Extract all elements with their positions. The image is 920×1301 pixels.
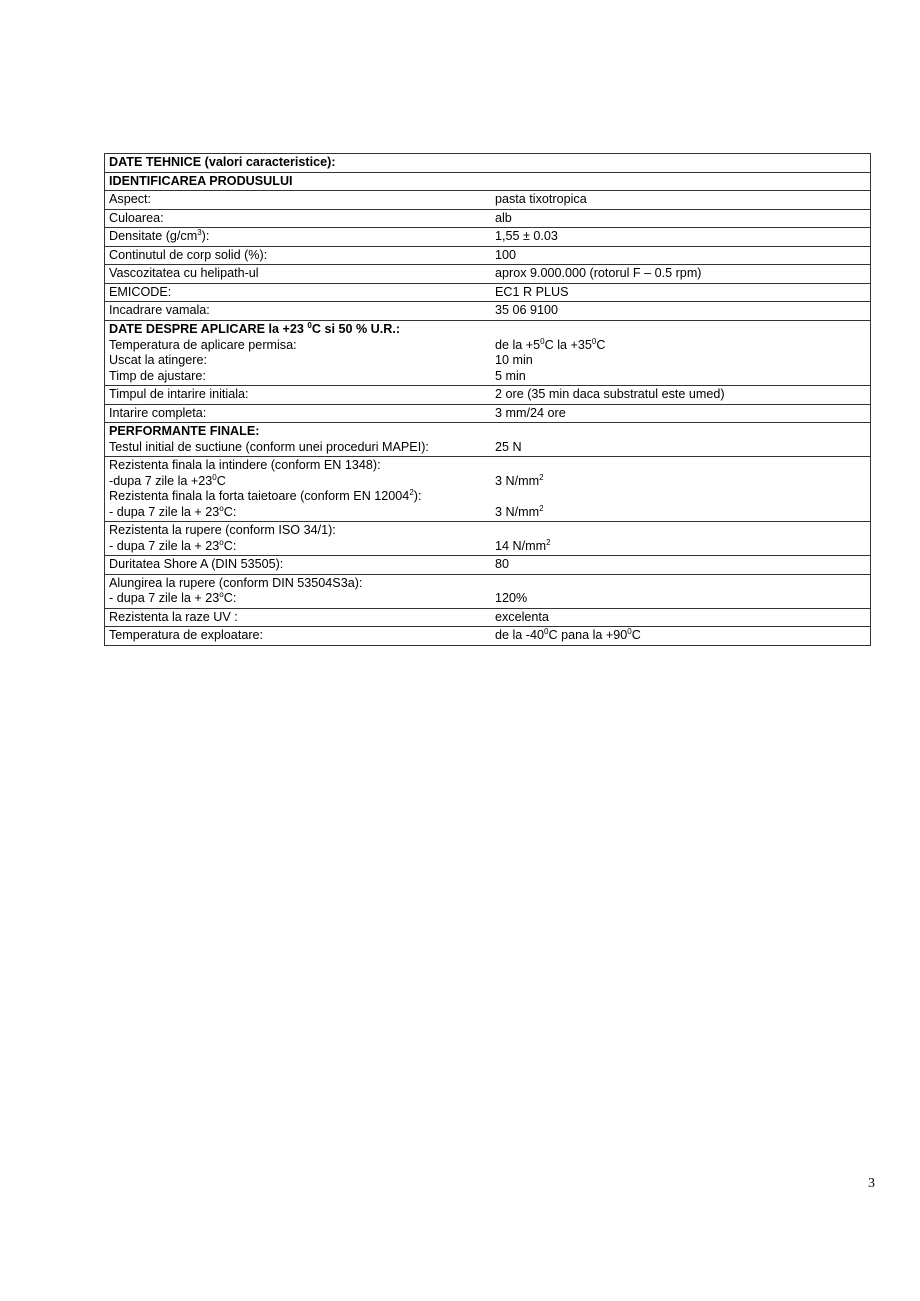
row-label: EMICODE:	[105, 283, 485, 302]
table-row	[105, 608, 871, 627]
label-text: C:	[223, 591, 237, 605]
label-text: Densitate (g/cm	[109, 229, 198, 243]
label-text: C	[216, 473, 226, 488]
table-row	[105, 265, 871, 284]
label-text: - dupa 7 zile la + 23	[109, 591, 220, 605]
performance-heading-row	[105, 423, 871, 457]
performance-values	[484, 423, 871, 457]
row-label	[109, 489, 480, 505]
row-value	[484, 627, 871, 646]
row-value	[495, 474, 866, 490]
superscript: 0	[627, 627, 632, 636]
row-label	[105, 228, 485, 247]
spacer	[495, 424, 866, 440]
section-heading-performance: PERFORMANTE FINALE:	[109, 424, 260, 438]
heading-text: C si 50 % U.R.:	[311, 321, 401, 336]
row-label: Continutul de corp solid (%):	[105, 246, 485, 265]
spacer	[495, 523, 866, 539]
table-row	[105, 228, 871, 247]
row-value: excelenta	[484, 608, 871, 627]
value-text: C	[596, 337, 606, 352]
table-row	[105, 302, 871, 321]
value-text: 14 N/mm	[495, 538, 547, 553]
label-text: ):	[201, 229, 210, 243]
table-row	[105, 191, 871, 210]
table-row	[105, 404, 871, 423]
row-label: Aspect:	[105, 191, 485, 210]
value-text: 3 N/mm	[495, 504, 540, 519]
row-sublabel	[109, 591, 480, 607]
row-value: 80	[484, 556, 871, 575]
label-text: - dupa 7 zile la + 23	[109, 504, 220, 519]
row-label: Incadrare vamala:	[105, 302, 485, 321]
superscript: 2	[539, 503, 544, 513]
label-text: C:	[223, 504, 237, 519]
table-row	[105, 386, 871, 405]
row-value: pasta tixotropica	[484, 191, 871, 210]
value-text: C la +35	[544, 337, 592, 352]
row-value: 35 06 9100	[484, 302, 871, 321]
row-label: Uscat la atingere:	[109, 353, 208, 367]
row-sublabel	[109, 505, 480, 521]
table-row	[105, 627, 871, 646]
value-text: 3 N/mm	[495, 473, 540, 488]
label-text: Rezistenta finala la forta taietoare (conform EN 12004	[109, 489, 410, 503]
section-heading-identification: IDENTIFICAREA PRODUSULUI	[105, 172, 871, 191]
row-value: EC1 R PLUS	[484, 283, 871, 302]
strength-labels	[105, 457, 485, 522]
application-labels	[105, 320, 485, 386]
heading-text: DATE DESPRE APLICARE la +23	[109, 321, 308, 336]
superscript: o	[219, 537, 224, 547]
row-label: Rezistenta la rupere (conform ISO 34/1):	[109, 523, 336, 537]
label-text: -dupa 7 zile la +23	[109, 473, 213, 488]
row-label: Duritatea Shore A (DIN 53505):	[105, 556, 485, 575]
superscript: 0	[540, 336, 545, 346]
spacer	[495, 576, 866, 592]
superscript: 3	[197, 228, 202, 237]
row-value: aprox 9.000.000 (rotorul F – 0.5 rpm)	[484, 265, 871, 284]
superscript: 2	[539, 472, 544, 482]
performance-labels	[105, 423, 485, 457]
superscript: 2	[546, 537, 551, 547]
row-label: Testul initial de suctiune (conform unei proceduri MAPEI):	[109, 439, 429, 454]
label-text: C:	[223, 538, 237, 553]
row-label: Temperatura de aplicare permisa:	[109, 337, 297, 352]
table-row	[105, 556, 871, 575]
table-row	[105, 283, 871, 302]
page-number: 3	[868, 1176, 875, 1191]
row-value: 25 N	[495, 439, 522, 454]
superscript: 0	[544, 627, 549, 636]
row-value: 1,55 ± 0.03	[484, 228, 871, 247]
strength-values	[484, 457, 871, 522]
row-value	[495, 505, 866, 521]
section-heading-row	[105, 172, 871, 191]
row-value: 10 min	[495, 353, 533, 367]
tear-values	[484, 522, 871, 556]
row-value: alb	[484, 209, 871, 228]
row-value: 3 mm/24 ore	[484, 404, 871, 423]
row-label: Intarire completa:	[105, 404, 485, 423]
tear-labels	[105, 522, 485, 556]
application-values	[484, 320, 871, 386]
row-label: Temperatura de exploatare:	[105, 627, 485, 646]
superscript: o	[219, 590, 224, 599]
spacer	[495, 458, 866, 474]
row-label: Rezistenta la raze UV :	[105, 608, 485, 627]
technical-data-table	[104, 153, 871, 646]
value-text: C pana la +90	[548, 628, 628, 642]
row-value	[495, 338, 866, 354]
elongation-labels	[105, 574, 485, 608]
row-sublabel	[109, 539, 480, 555]
row-label: Vascozitatea cu helipath-ul	[105, 265, 485, 284]
row-value	[495, 539, 866, 555]
superscript: 0	[591, 336, 597, 346]
value-text: de la -40	[495, 628, 545, 642]
row-value: 2 ore (35 min daca substratul este umed)	[484, 386, 871, 405]
label-text: - dupa 7 zile la + 23	[109, 538, 220, 553]
section-heading-application	[109, 322, 480, 338]
row-label: Culoarea:	[105, 209, 485, 228]
elongation-values	[484, 574, 871, 608]
value-text: de la +5	[495, 337, 541, 352]
label-text: ):	[413, 489, 422, 503]
row-label: Timp de ajustare:	[109, 368, 206, 383]
spacer	[495, 489, 866, 505]
spacer	[495, 322, 866, 338]
superscript: 2	[409, 488, 414, 497]
table-title-row	[105, 154, 871, 173]
elongation-row	[105, 574, 871, 608]
tear-row	[105, 522, 871, 556]
row-value: 100	[484, 246, 871, 265]
row-value: 120%	[495, 591, 528, 605]
row-value: 5 min	[495, 368, 526, 383]
table-row	[105, 209, 871, 228]
row-label: Alungirea la rupere (conform DIN 53504S3a):	[109, 575, 363, 590]
row-sublabel	[109, 474, 480, 490]
superscript: 0	[307, 320, 312, 330]
application-block-row	[105, 320, 871, 386]
table-title: DATE TEHNICE (valori caracteristice):	[105, 154, 871, 173]
superscript: o	[219, 503, 224, 513]
table-row	[105, 246, 871, 265]
row-label: Timpul de intarire initiala:	[105, 386, 485, 405]
value-text: C	[631, 628, 641, 642]
strength-row	[105, 457, 871, 522]
superscript: 0	[212, 472, 217, 482]
row-label: Rezistenta finala la intindere (conform EN 1348):	[109, 458, 381, 472]
